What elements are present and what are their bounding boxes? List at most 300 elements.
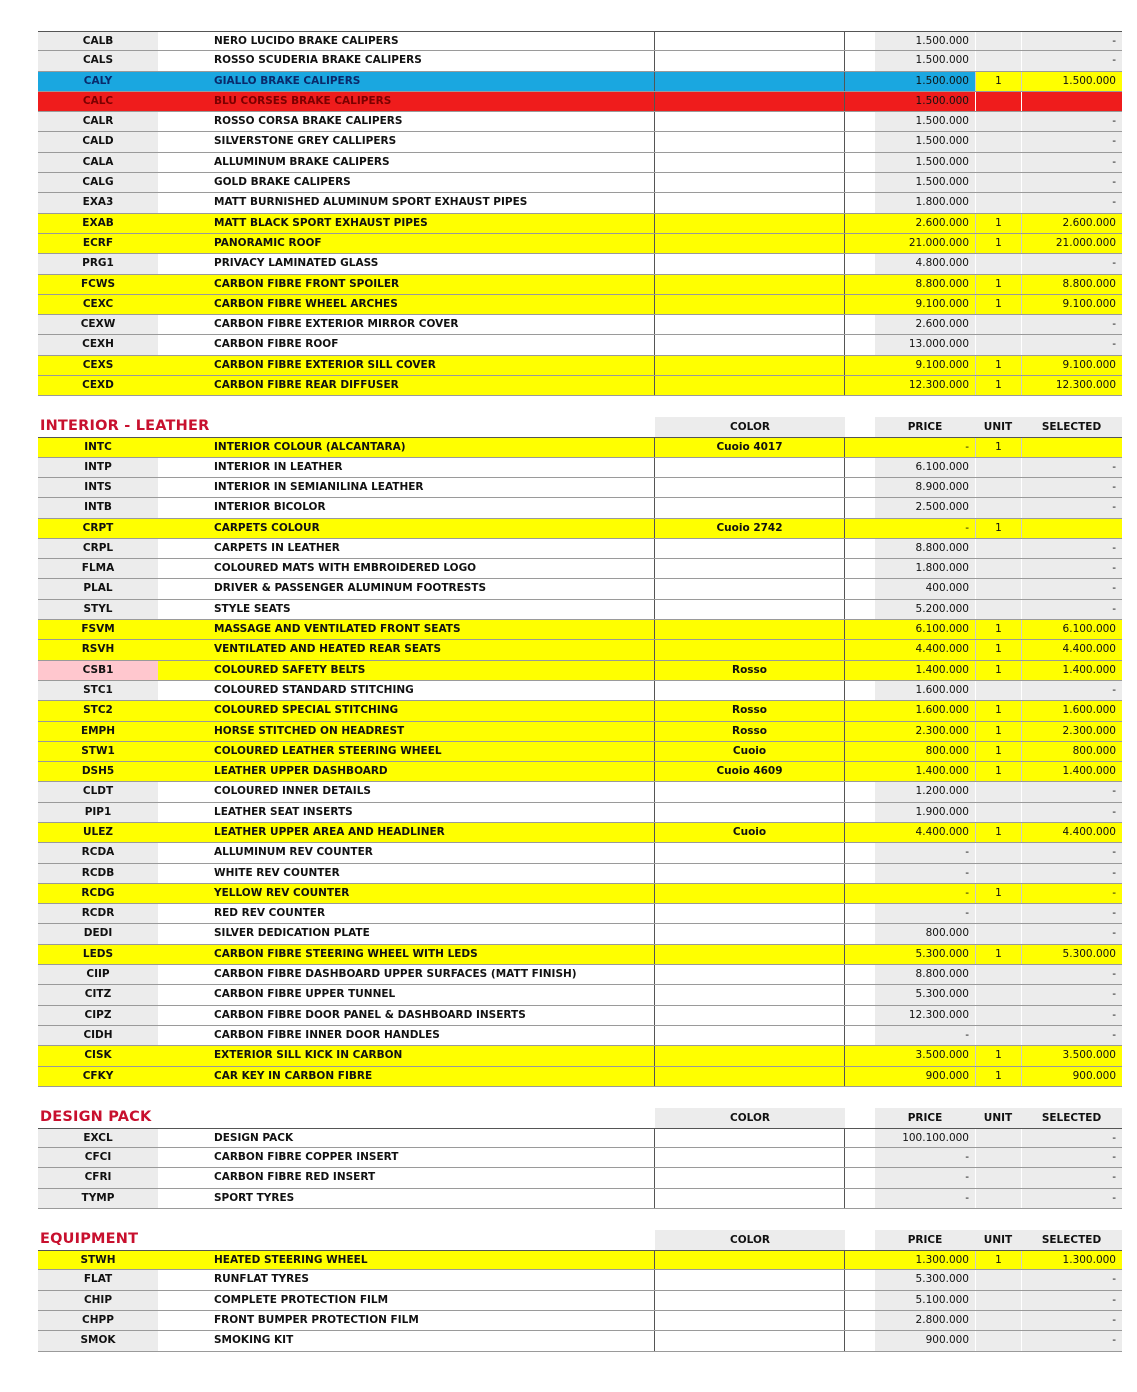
option-row-crpt[interactable] (38, 519, 1122, 539)
option-selected-total: - (1021, 1129, 1122, 1147)
option-code: PRG1 (38, 254, 158, 273)
option-row-exab[interactable] (38, 214, 1122, 234)
option-row-cald[interactable] (38, 132, 1122, 152)
option-unit[interactable]: 1 (975, 701, 1021, 720)
price-gap (845, 1129, 875, 1147)
option-unit[interactable] (975, 965, 1021, 984)
price-gap (845, 32, 875, 50)
option-code: CIDH (38, 1026, 158, 1045)
option-description: DRIVER & PASSENGER ALUMINUM FOOTRESTS (158, 579, 655, 598)
option-unit[interactable] (975, 1270, 1021, 1289)
option-color (655, 153, 845, 172)
option-row-cfci[interactable] (38, 1148, 1122, 1168)
option-selected-total: 900.000 (1021, 1067, 1122, 1086)
option-row-rcdr[interactable] (38, 904, 1122, 924)
option-unit[interactable] (975, 924, 1021, 943)
option-unit[interactable]: 1 (975, 356, 1021, 375)
option-selected-total: 1.400.000 (1021, 661, 1122, 680)
option-price: 1.500.000 (875, 32, 975, 50)
option-price-cell (845, 315, 975, 334)
option-row-rcdg[interactable] (38, 884, 1122, 904)
option-price-cell (845, 1251, 975, 1269)
option-code: CHIP (38, 1291, 158, 1310)
option-description: STYLE SEATS (158, 600, 655, 619)
price-gap (845, 1331, 875, 1350)
option-row-crpl[interactable] (38, 539, 1122, 559)
option-unit[interactable] (975, 153, 1021, 172)
option-row-cfky[interactable] (38, 1067, 1122, 1087)
option-description: GIALLO BRAKE CALIPERS (158, 72, 655, 91)
option-unit[interactable]: 1 (975, 275, 1021, 294)
option-price-cell (845, 864, 975, 883)
option-color (655, 1046, 845, 1065)
option-selected-total (1021, 92, 1122, 111)
option-row-fcws[interactable] (38, 275, 1122, 295)
option-selected-total: - (1021, 924, 1122, 943)
option-price: 2.600.000 (915, 216, 969, 229)
option-color (655, 843, 845, 862)
option-unit[interactable] (975, 600, 1021, 619)
option-unit[interactable] (975, 132, 1021, 151)
option-color (655, 173, 845, 192)
option-unit[interactable]: 1 (975, 620, 1021, 639)
option-code: INTS (38, 478, 158, 497)
option-color (655, 559, 845, 578)
options-price-sheet (38, 31, 1122, 1352)
price-gap (845, 843, 875, 862)
option-unit[interactable] (975, 1129, 1021, 1147)
option-row-stwh[interactable] (38, 1250, 1122, 1270)
option-selected-total: - (1021, 254, 1122, 273)
option-description: CARBON FIBRE UPPER TUNNEL (158, 985, 655, 1004)
option-code: RCDR (38, 904, 158, 923)
option-unit[interactable] (975, 782, 1021, 801)
option-row-ciip[interactable] (38, 965, 1122, 985)
option-price-cell (845, 620, 975, 639)
option-price-cell (845, 376, 975, 395)
option-price-cell (845, 51, 975, 70)
option-color (655, 498, 845, 517)
option-row-styl[interactable] (38, 600, 1122, 620)
option-row-calc[interactable] (38, 92, 1122, 112)
option-price-cell (845, 519, 975, 538)
option-unit[interactable]: 1 (975, 234, 1021, 253)
option-row-flat[interactable] (38, 1270, 1122, 1290)
option-description: CARBON FIBRE RED INSERT (158, 1168, 655, 1187)
option-price: - (875, 1189, 975, 1208)
option-code: CSB1 (38, 661, 158, 680)
option-row-cidh[interactable] (38, 1026, 1122, 1046)
option-unit[interactable]: 1 (975, 519, 1021, 538)
option-row-cexh[interactable] (38, 335, 1122, 355)
option-code: TYMP (38, 1189, 158, 1208)
option-selected-total: 4.400.000 (1021, 640, 1122, 659)
section-spacer (38, 1087, 1122, 1108)
option-row-citz[interactable] (38, 985, 1122, 1005)
option-price: 3.500.000 (915, 1049, 969, 1062)
option-price: 800.000 (925, 744, 969, 757)
option-unit[interactable]: 1 (975, 214, 1021, 233)
price-gap (845, 254, 875, 273)
option-unit[interactable] (975, 51, 1021, 70)
option-selected-total: - (1021, 335, 1122, 354)
option-selected-total: 3.500.000 (1021, 1046, 1122, 1065)
column-header-unit: UNIT (975, 1230, 1021, 1250)
option-price-cell (845, 193, 975, 212)
option-unit[interactable]: 1 (975, 742, 1021, 761)
option-price-cell (845, 742, 975, 761)
option-unit[interactable] (975, 112, 1021, 131)
option-price: 1.500.000 (875, 153, 975, 172)
option-row-cals[interactable] (38, 51, 1122, 71)
option-price: 900.000 (875, 1331, 975, 1350)
option-price-cell (845, 722, 975, 741)
option-unit[interactable] (975, 1291, 1021, 1310)
option-selected-total: 12.300.000 (1021, 376, 1122, 395)
option-unit[interactable] (975, 1311, 1021, 1330)
option-row-ecrf[interactable] (38, 234, 1122, 254)
option-description: CAR KEY IN CARBON FIBRE (158, 1067, 655, 1086)
option-unit[interactable] (975, 478, 1021, 497)
option-row-cexw[interactable] (38, 315, 1122, 335)
option-code: DSH5 (81, 765, 115, 778)
option-unit[interactable] (975, 498, 1021, 517)
option-row-stc1[interactable] (38, 681, 1122, 701)
option-code: CEXW (38, 315, 158, 334)
price-gap (845, 803, 875, 822)
option-code: CRPT (82, 521, 114, 534)
option-row-stw1[interactable] (38, 742, 1122, 762)
price-gap (845, 153, 875, 172)
option-code: CALG (38, 173, 158, 192)
option-row-calg[interactable] (38, 173, 1122, 193)
option-row-ulez[interactable] (38, 823, 1122, 843)
price-gap (845, 498, 875, 517)
option-description: ROSSO CORSA BRAKE CALIPERS (158, 112, 655, 131)
price-gap (845, 782, 875, 801)
option-row-stc2[interactable] (38, 701, 1122, 721)
price-gap (845, 1046, 875, 1065)
price-gap (845, 1006, 875, 1025)
option-unit[interactable] (975, 254, 1021, 273)
price-gap (845, 478, 875, 497)
option-row-cala[interactable] (38, 153, 1122, 173)
option-color: Cuoio (655, 742, 845, 761)
price-gap (845, 51, 875, 70)
option-selected-total: - (1021, 559, 1122, 578)
option-unit[interactable] (975, 173, 1021, 192)
option-price-cell (845, 823, 975, 842)
option-row-pip1[interactable] (38, 803, 1122, 823)
option-color (655, 32, 845, 50)
option-row-smok[interactable] (38, 1331, 1122, 1351)
option-price-cell (845, 701, 975, 720)
option-price: 8.800.000 (875, 539, 975, 558)
option-row-intb[interactable] (38, 498, 1122, 518)
option-row-emph[interactable] (38, 722, 1122, 742)
option-description: COLOURED SAFETY BELTS (158, 661, 655, 680)
option-price: - (965, 521, 969, 534)
option-description: COLOURED STANDARD STITCHING (158, 681, 655, 700)
option-price-cell (845, 214, 975, 233)
option-price: 1.500.000 (875, 51, 975, 70)
option-code: CFKY (82, 1069, 114, 1082)
option-code: CITZ (38, 985, 158, 1004)
option-price-cell (845, 985, 975, 1004)
column-header-selected: SELECTED (1021, 417, 1122, 437)
option-row-prg1[interactable] (38, 254, 1122, 274)
section-header (38, 1108, 1122, 1128)
option-price: 9.100.000 (915, 358, 969, 371)
option-row-cisk[interactable] (38, 1046, 1122, 1066)
option-price: 2.500.000 (875, 498, 975, 517)
option-price: 1.600.000 (915, 704, 969, 717)
option-unit[interactable]: 1 (975, 722, 1021, 741)
option-unit[interactable] (975, 458, 1021, 477)
option-selected-total: - (1021, 539, 1122, 558)
option-color (655, 295, 845, 314)
option-description: SILVERSTONE GREY CALLIPERS (158, 132, 655, 151)
option-unit[interactable] (975, 1148, 1021, 1167)
option-price-cell (845, 803, 975, 822)
option-color (655, 1251, 845, 1269)
option-selected-total: - (1021, 965, 1122, 984)
option-price: 1.400.000 (915, 765, 969, 778)
option-row-exa3[interactable] (38, 193, 1122, 213)
option-unit[interactable] (975, 843, 1021, 862)
option-row-cipz[interactable] (38, 1006, 1122, 1026)
option-unit[interactable]: 1 (975, 661, 1021, 680)
option-row-rsvh[interactable] (38, 640, 1122, 660)
option-price: 4.400.000 (915, 643, 969, 656)
option-price: 9.100.000 (915, 297, 969, 310)
option-row-leds[interactable] (38, 945, 1122, 965)
price-gap (845, 701, 875, 720)
option-selected-total: - (1021, 600, 1122, 619)
option-unit[interactable]: 1 (975, 884, 1021, 903)
option-row-cfri[interactable] (38, 1168, 1122, 1188)
option-unit[interactable] (975, 92, 1021, 111)
option-unit[interactable] (975, 335, 1021, 354)
option-code: CALC (82, 94, 114, 107)
option-row-csb1[interactable] (38, 661, 1122, 681)
option-unit[interactable]: 1 (975, 823, 1021, 842)
option-selected-total: 6.100.000 (1021, 620, 1122, 639)
option-code: ECRF (82, 236, 114, 249)
option-color (655, 1291, 845, 1310)
option-price: 5.200.000 (875, 600, 975, 619)
option-unit[interactable] (975, 1026, 1021, 1045)
option-description: COMPLETE PROTECTION FILM (158, 1291, 655, 1310)
option-color (655, 1331, 845, 1350)
price-gap (845, 681, 875, 700)
option-row-cexc[interactable] (38, 295, 1122, 315)
option-code: CEXC (82, 297, 114, 310)
option-unit[interactable] (975, 32, 1021, 50)
option-color (655, 1168, 845, 1187)
option-price: 1.500.000 (875, 132, 975, 151)
option-selected-total: - (1021, 315, 1122, 334)
option-code: EMPH (80, 724, 116, 737)
option-color (655, 864, 845, 883)
option-row-dedi[interactable] (38, 924, 1122, 944)
option-selected-total: - (1021, 1148, 1122, 1167)
option-row-calr[interactable] (38, 112, 1122, 132)
option-description: CARBON FIBRE EXTERIOR MIRROR COVER (158, 315, 655, 334)
option-price: 2.300.000 (915, 724, 969, 737)
option-price: 1.900.000 (875, 803, 975, 822)
option-color (655, 112, 845, 131)
option-row-fsvm[interactable] (38, 620, 1122, 640)
option-row-ints[interactable] (38, 478, 1122, 498)
option-color (655, 1067, 845, 1086)
option-row-plal[interactable] (38, 579, 1122, 599)
option-unit[interactable]: 1 (975, 438, 1021, 456)
option-unit[interactable] (975, 193, 1021, 212)
option-price-cell (845, 478, 975, 497)
option-unit[interactable] (975, 803, 1021, 822)
option-selected-total: 9.100.000 (1021, 295, 1122, 314)
option-unit[interactable]: 1 (975, 945, 1021, 964)
option-price-cell (845, 782, 975, 801)
option-color (655, 620, 845, 639)
price-gap (845, 579, 875, 598)
option-unit[interactable]: 1 (975, 72, 1021, 91)
option-price: 5.300.000 (875, 985, 975, 1004)
option-description: YELLOW REV COUNTER (158, 884, 655, 903)
option-price: 2.600.000 (875, 315, 975, 334)
option-unit[interactable] (975, 1168, 1021, 1187)
option-price-cell (845, 1067, 975, 1086)
option-price: 8.900.000 (875, 478, 975, 497)
price-gap (845, 965, 875, 984)
option-description: CARBON FIBRE ROOF (158, 335, 655, 354)
option-price: 8.800.000 (915, 277, 969, 290)
option-unit[interactable]: 1 (975, 1251, 1021, 1269)
option-color (655, 1006, 845, 1025)
option-row-intc[interactable] (38, 437, 1122, 457)
option-unit[interactable]: 1 (975, 1067, 1021, 1086)
option-description: EXTERIOR SILL KICK IN CARBON (158, 1046, 655, 1065)
option-selected-total: - (1021, 51, 1122, 70)
option-selected-total: - (1021, 498, 1122, 517)
option-price-cell (845, 32, 975, 50)
option-unit[interactable]: 1 (975, 762, 1021, 781)
option-price: - (875, 1168, 975, 1187)
option-description: INTERIOR IN LEATHER (158, 458, 655, 477)
option-row-dsh5[interactable] (38, 762, 1122, 782)
option-color: Cuoio 4017 (655, 438, 845, 456)
option-row-tymp[interactable] (38, 1189, 1122, 1209)
option-row-flma[interactable] (38, 559, 1122, 579)
option-row-chip[interactable] (38, 1291, 1122, 1311)
option-description: COLOURED LEATHER STEERING WHEEL (158, 742, 655, 761)
option-price: 5.100.000 (875, 1291, 975, 1310)
option-price: 4.400.000 (915, 825, 969, 838)
option-unit[interactable] (975, 904, 1021, 923)
option-code: CALD (38, 132, 158, 151)
option-price: 2.800.000 (875, 1311, 975, 1330)
option-description: INTERIOR COLOUR (ALCANTARA) (158, 438, 655, 456)
option-row-calb[interactable] (38, 31, 1122, 51)
option-unit[interactable] (975, 1189, 1021, 1208)
option-unit[interactable] (975, 985, 1021, 1004)
option-row-chpp[interactable] (38, 1311, 1122, 1331)
option-row-rcdb[interactable] (38, 864, 1122, 884)
option-row-rcda[interactable] (38, 843, 1122, 863)
option-description: RUNFLAT TYRES (158, 1270, 655, 1289)
option-color (655, 72, 845, 91)
option-unit[interactable] (975, 1331, 1021, 1350)
option-price: 1.600.000 (875, 681, 975, 700)
option-color (655, 254, 845, 273)
option-row-cexd[interactable] (38, 376, 1122, 396)
option-selected-total: - (1021, 112, 1122, 131)
option-color: Rosso (655, 722, 845, 741)
option-selected-total: 9.100.000 (1021, 356, 1122, 375)
option-price: 1.500.000 (875, 173, 975, 192)
option-description: WHITE REV COUNTER (158, 864, 655, 883)
option-row-excl[interactable] (38, 1128, 1122, 1148)
option-code: RCDG (81, 886, 115, 899)
option-unit[interactable]: 1 (975, 295, 1021, 314)
price-gap (845, 193, 875, 212)
option-color (655, 51, 845, 70)
option-selected-total: - (1021, 782, 1122, 801)
option-description: SILVER DEDICATION PLATE (158, 924, 655, 943)
option-price-cell (845, 1168, 975, 1187)
option-price-cell (845, 681, 975, 700)
option-unit[interactable] (975, 681, 1021, 700)
option-description: HEATED STEERING WHEEL (158, 1251, 655, 1269)
option-price-cell (845, 884, 975, 903)
option-unit[interactable] (975, 315, 1021, 334)
option-row-cexs[interactable] (38, 356, 1122, 376)
option-unit[interactable] (975, 1006, 1021, 1025)
option-unit[interactable]: 1 (975, 640, 1021, 659)
option-unit[interactable]: 1 (975, 1046, 1021, 1065)
option-price: 1.400.000 (915, 663, 969, 676)
option-description: LEATHER UPPER DASHBOARD (158, 762, 655, 781)
option-unit[interactable] (975, 864, 1021, 883)
option-row-caly[interactable] (38, 72, 1122, 92)
option-row-intp[interactable] (38, 458, 1122, 478)
option-unit[interactable]: 1 (975, 376, 1021, 395)
option-unit[interactable] (975, 539, 1021, 558)
option-unit[interactable] (975, 579, 1021, 598)
option-color (655, 1189, 845, 1208)
option-code: CALB (38, 32, 158, 50)
option-description: COLOURED SPECIAL STITCHING (158, 701, 655, 720)
option-price-cell (845, 1311, 975, 1330)
option-color (655, 640, 845, 659)
option-price-cell (845, 559, 975, 578)
option-selected-total: - (1021, 843, 1122, 862)
option-description: CARBON FIBRE INNER DOOR HANDLES (158, 1026, 655, 1045)
section-header (38, 417, 1122, 437)
option-unit[interactable] (975, 559, 1021, 578)
option-row-cldt[interactable] (38, 782, 1122, 802)
option-color (655, 214, 845, 233)
option-price: 400.000 (875, 579, 975, 598)
option-price-cell (845, 275, 975, 294)
option-price-cell (845, 1046, 975, 1065)
option-color (655, 1311, 845, 1330)
price-gap (845, 335, 875, 354)
option-price-cell (845, 843, 975, 862)
option-code: CIIP (38, 965, 158, 984)
option-code: ULEZ (82, 825, 113, 838)
